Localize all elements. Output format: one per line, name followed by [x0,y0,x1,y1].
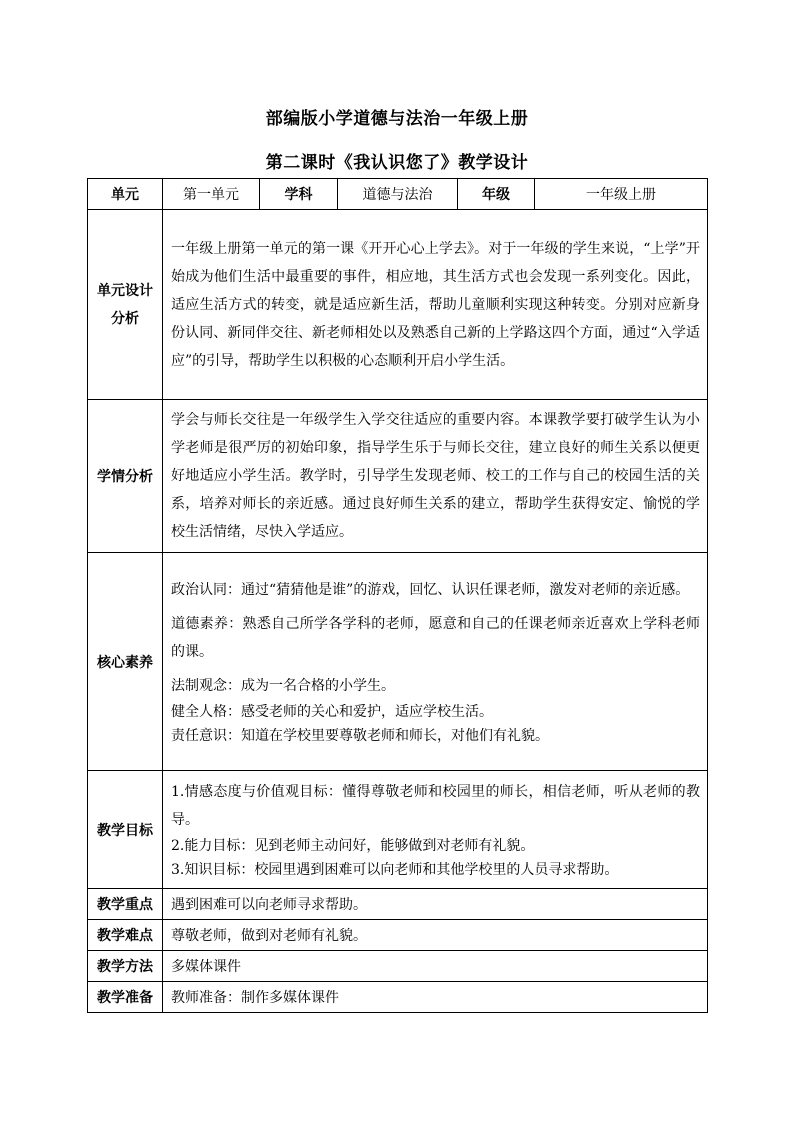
core-literacy-personality: 健全人格：感受老师的关心和爱护，适应学校生活。 [171,703,493,720]
objective-ability: 2.能力目标：见到老师主动问好，能够做到对老师有礼貌。 [171,837,535,854]
student-analysis-label: 学情分析 [88,400,163,553]
core-literacy-responsibility: 责任意识：知道在学校里要尊敬老师和师长，对他们有礼貌。 [171,727,549,744]
unit-analysis-label-line2: 分析 [111,310,139,327]
unit-analysis-label [88,210,163,400]
objectives-row [88,771,708,889]
student-analysis-content [163,400,708,553]
header-row [88,179,708,210]
key-point-text: 遇到困难可以向老师寻求帮助。 [171,897,367,913]
subject-label: 学科 [260,179,338,210]
objectives-content [163,771,708,889]
objectives-label: 教学目标 [88,771,163,889]
method-row [88,951,708,982]
grade-label: 年级 [458,179,535,210]
unit-label: 单元 [88,179,163,210]
unit-analysis-row [88,210,708,400]
document-subtitle: 第二课时《我认识您了》教学设计 [265,153,529,173]
document-title: 部编版小学道德与法治一年级上册 [265,109,529,129]
preparation-text: 教师准备：制作多媒体课件 [171,990,339,1006]
student-analysis-row [88,400,708,553]
method-text: 多媒体课件 [171,959,241,975]
preparation-content [163,982,708,1013]
objective-emotion: 1.情感态度与价值观目标：懂得尊敬老师和校园里的师长，相信老师，听从老师的教导。 [171,783,700,828]
key-point-content [163,889,708,920]
method-label: 教学方法 [88,951,163,982]
key-point-row [88,889,708,920]
subject-value: 道德与法治 [338,179,458,210]
difficulty-text: 尊敬老师，做到对老师有礼貌。 [171,928,367,944]
core-literacy-label: 核心素养 [88,553,163,771]
core-literacy-moral: 道德素养：熟悉自己所学各学科的老师，愿意和自己的任课老师亲近喜欢上学科老师的课。 [171,615,700,660]
unit-value: 第一单元 [163,179,260,210]
student-analysis-text: 学会与师长交往是一年级学生入学交往适应的重要内容。本课教学要打破学生认为小学老师是很严厉的初始印象，指导学生乐于与师长交往，建立良好的师生关系以便更好地适应小学生活。教学时，引导学生发现老师、校工的工作与自己的校园生活的关系，培养对师长的亲近感。通过良好师生关系的建立，帮助学生获得安定、愉悦的学校生活情绪，尽快入学适应。 [171,412,700,540]
unit-analysis-label-line1: 单元设计 [97,282,153,299]
core-literacy-content [163,553,708,771]
grade-value: 一年级上册 [535,179,708,210]
difficulty-content [163,920,708,951]
core-literacy-political: 政治认同：通过“猜猜他是谁”的游戏，回忆、认识任课老师，激发对老师的亲近感。 [171,581,690,598]
unit-analysis-content [163,210,708,400]
difficulty-row [88,920,708,951]
difficulty-label: 教学难点 [88,920,163,951]
method-content [163,951,708,982]
unit-analysis-text: 一年级上册第一单元的第一课《开开心心上学去》。对于一年级的学生来说，“上学”开始成为他们生活中最重要的事件，相应地，其生活方式也会发现一系列变化。因此，适应生活方式的转变，就是适应新生活，帮助儿童顺利实现这种转变。分别对应新身份认同、新同伴交往、新老师相处以及熟悉自己新的上学路这四个方面，通过“入学适应”的引导，帮助学生以积极的心态顺利开启小学生活。 [171,240,700,369]
lesson-plan-table [87,178,708,1013]
preparation-label: 教学准备 [88,982,163,1013]
core-literacy-row [88,553,708,771]
core-literacy-legal: 法制观念：成为一名合格的小学生。 [171,677,395,694]
preparation-row [88,982,708,1013]
objective-knowledge: 3.知识目标：校园里遇到困难可以向老师和其他学校里的人员寻求帮助。 [171,861,619,878]
key-point-label: 教学重点 [88,889,163,920]
